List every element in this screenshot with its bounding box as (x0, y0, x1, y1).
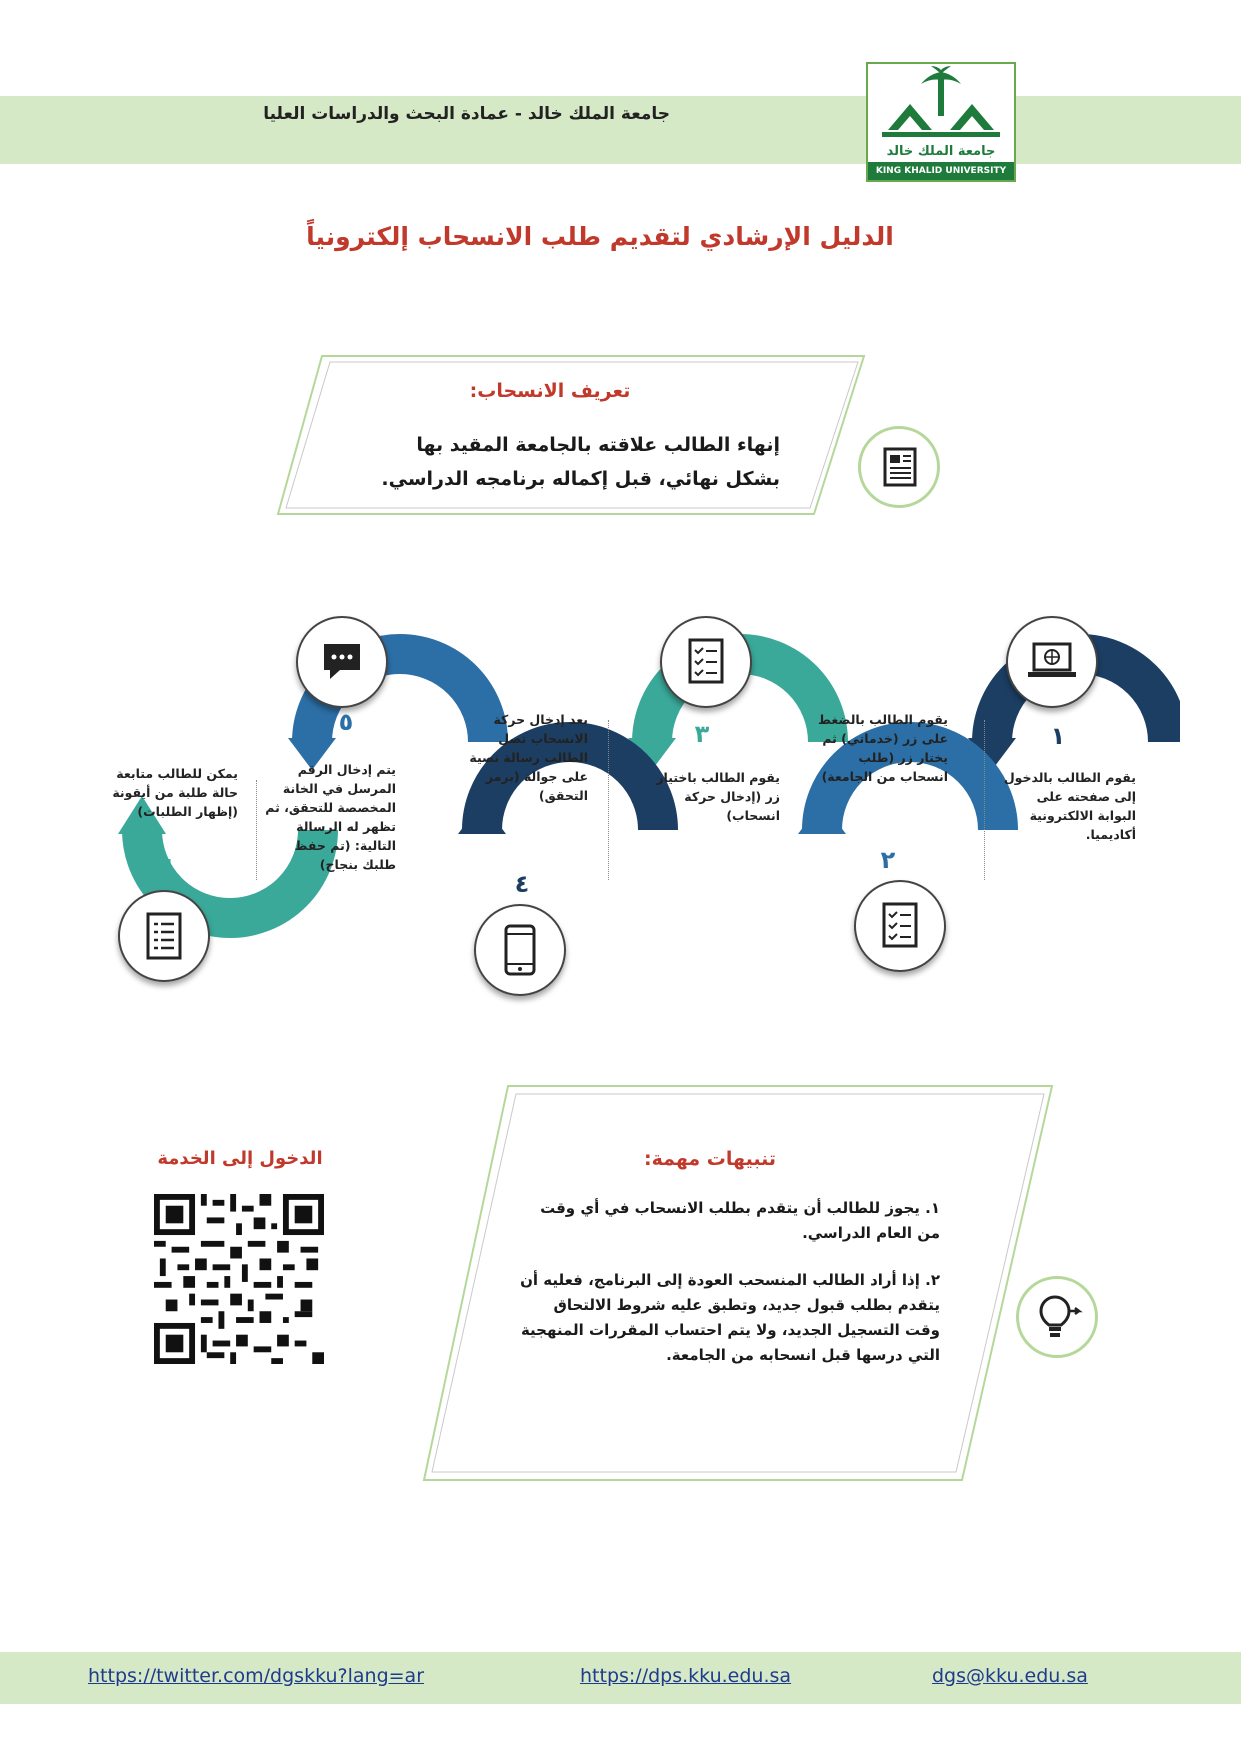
warning-item-text: يجوز للطالب أن يتقدم بطلب الانسحاب في أي وقت من العام الدراسي. (540, 1199, 940, 1242)
definition-icon-circle (858, 426, 940, 508)
step-1-text: يقوم الطالب بالدخول إلى صفحته على البوابة الالكترونية أكاديميا. (1003, 770, 1136, 842)
step-5-number: ٥ (338, 708, 354, 736)
warnings-icon-circle (1016, 1276, 1098, 1358)
warning-item-2 (520, 1268, 940, 1368)
step-2-number: ٢ (880, 846, 896, 874)
warning-item-number: ٢. (925, 1271, 940, 1289)
step-2-icon-circle (854, 880, 946, 972)
step-5-icon-circle (296, 616, 388, 708)
separator (608, 720, 609, 880)
chat-icon (298, 618, 386, 706)
page-title: الدليل الإرشادي لتقديم طلب الانسحاب إلكترونياً (306, 222, 894, 251)
definition-heading: تعريف الانسحاب: (469, 380, 631, 402)
checklist-icon (662, 618, 750, 706)
list-icon (120, 892, 208, 980)
step-3-icon-circle (660, 616, 752, 708)
warning-item-text: إذا أراد الطالب المنسحب العودة إلى البرنامج، فعليه أن يتقدم بطلب قبول جديد، وتطبق عليه شروط الالتحاق وقت التسجيل الجديد، ولا يتم احتساب المقررات المنهجية التي درسها قبل انسحابه من الجامعة. (520, 1271, 940, 1364)
step-3-text: يقوم الطالب باختيار زر (إدخال حركة انسحاب) (656, 770, 780, 823)
separator (256, 780, 257, 880)
warning-item-1 (520, 1196, 940, 1246)
qr-code-icon[interactable] (154, 1194, 324, 1364)
logo-arabic-text: جامعة الملك خالد (886, 144, 996, 159)
step-4-number: ٤ (514, 870, 530, 898)
warnings-heading: تنبيهات مهمة: (644, 1148, 776, 1170)
document-icon (861, 429, 937, 505)
mobile-icon (476, 906, 564, 994)
email-link[interactable]: dgs@kku.edu.sa (932, 1665, 1088, 1687)
step-6-number: ٦ (158, 852, 174, 880)
lightbulb-icon (1019, 1279, 1095, 1355)
website-link[interactable]: https://dps.kku.edu.sa (580, 1665, 792, 1687)
laptop-icon (1008, 618, 1096, 706)
warning-item-number: ١. (925, 1199, 940, 1217)
step-1-icon-circle (1006, 616, 1098, 708)
step-5-text: يتم إدخال الرقم المرسل في الخانة المخصصة للتحقق، ثم تظهر له الرسالة التالية: (تم حفظ طلبك بنجاح) (265, 762, 396, 872)
step-1-number: ١ (1050, 722, 1066, 750)
step-2-text: يقوم الطالب بالضغط على زر (خدماتي) ثم يختار زر (طلب انسحاب من الجامعة) (817, 712, 948, 784)
step-6-icon-circle (118, 890, 210, 982)
logo-english-text: KING KHALID UNIVERSITY (868, 162, 1014, 180)
separator (984, 720, 985, 880)
twitter-link[interactable]: https://twitter.com/dgskku?lang=ar (88, 1665, 425, 1687)
step-3-number: ٣ (694, 720, 710, 748)
definition-body: إنهاء الطالب علاقته بالجامعة المقيد بها بشكل نهائي، قبل إكماله برنامجه الدراسي. (381, 434, 780, 490)
university-line: جامعة الملك خالد - عمادة البحث والدراسات العليا (263, 104, 670, 124)
step-4-text: بعد إدخال حركة الانسحاب تصل الطالب رسالة نصية على جوالة (برمز التحقق) (469, 712, 588, 803)
checklist-icon (856, 882, 944, 970)
university-logo (866, 62, 1016, 182)
step-6-text: يمكن للطالب متابعة حالة طلبة من أيقونة (إظهار الطلبات) (112, 766, 238, 819)
service-heading: الدخول إلى الخدمة (157, 1148, 323, 1169)
step-4-icon-circle (474, 904, 566, 996)
palm-logo-icon (868, 64, 1014, 144)
